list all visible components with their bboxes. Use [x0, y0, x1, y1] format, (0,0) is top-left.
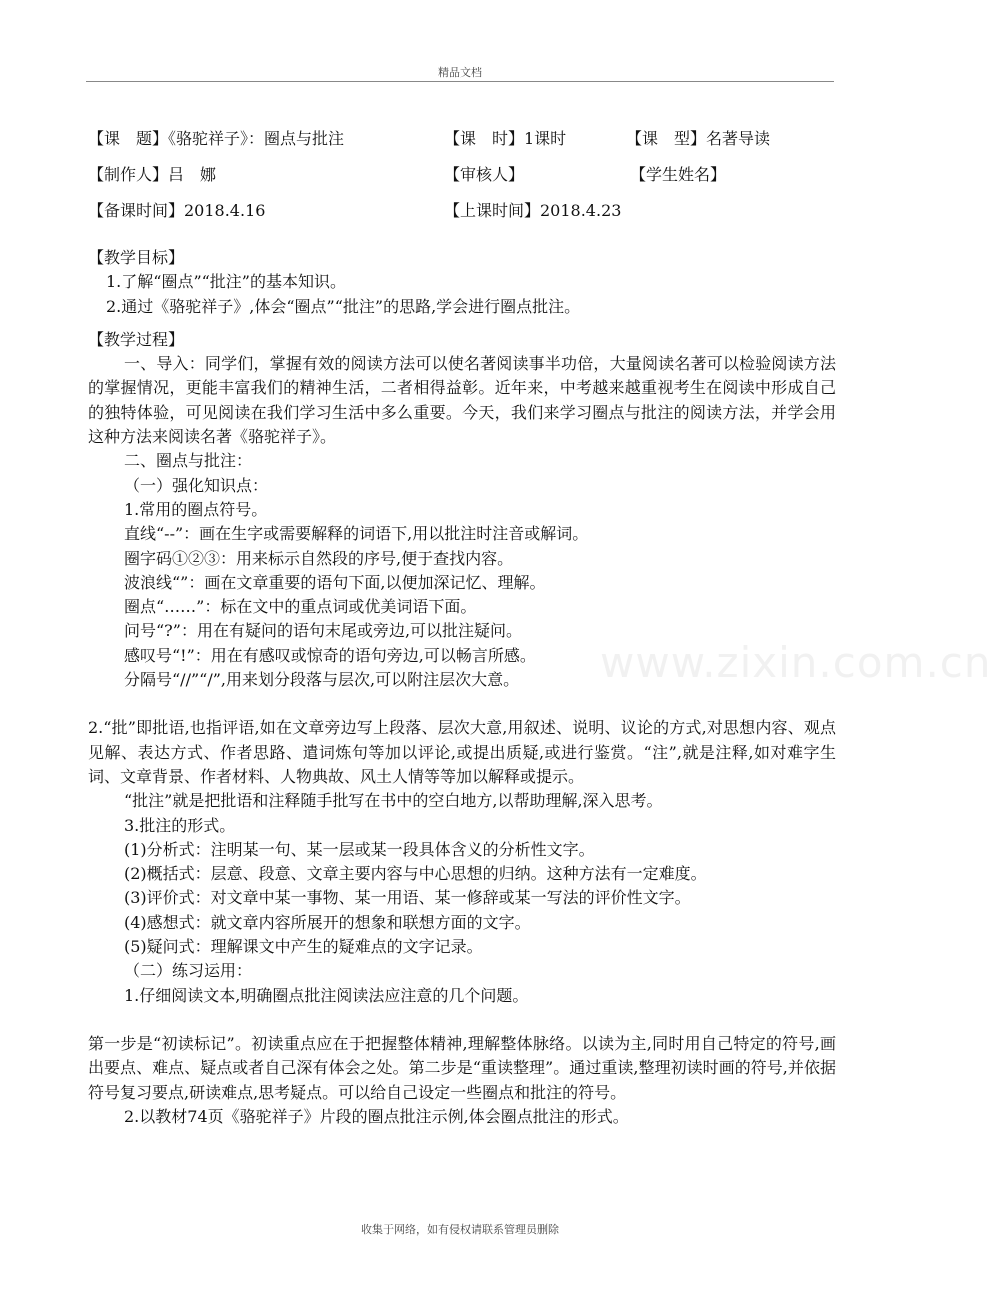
sub-heading: （二）练习运用：	[124, 961, 253, 981]
form-item: (5)疑问式：理解课文中产生的疑难点的文字记录。	[124, 937, 483, 957]
pi-explanation: 2.“批”即批语,也指评语,如在文章旁边写上段落、层次大意,用叙述、说明、议论的方式,对思想内容、观点见解、表达方式、作者思路、遣词炼句等加以评论,或提出质疑,或进行鉴赏。“注”,就是注释,如对难字生词、文章背景、作者材料、人物典故、风土人情等等加以解释或提示。	[88, 718, 836, 786]
lesson-reviewer: 【审核人】	[444, 165, 525, 184]
lesson-topic: 【课 题】《骆驼祥子》：圈点与批注	[88, 129, 345, 148]
practice-item: 1.仔细阅读文本,明确圈点批注阅读法应注意的几个问题。	[124, 985, 529, 1005]
reading-steps: 第一步是“初读标记”。初读重点应在于把握整体精神,理解整体脉络。以读为主,同时用自己特定的符号,画出要点、难点、疑点或者自己深有体会之处。第二步是“重读整理”。通过重读,整理初读时画的符号,并依据符号复习要点,研读难点,思考疑点。可以给自己设定一些圈点和批注的符号。	[88, 1033, 836, 1102]
intro-paragraph: 一、导入：同学们，掌握有效的阅读方法可以使名著阅读事半功倍，大量阅读名著可以检验阅读方法的掌握情况，更能丰富我们的精神生活，二者相得益彰。近年来，中考越来越重视考生在阅读中形成自己的独特体验，可见阅读在我们学习生活中多么重要。今天，我们来学习圈点与批注的阅读方法，并学会用这种方法来阅读名著《骆驼祥子》。	[88, 354, 836, 447]
info-row-topic	[88, 126, 848, 152]
page-header-note: 精品文档	[438, 66, 482, 79]
lesson-body	[88, 246, 836, 1129]
student-name-label: 【学生姓名】	[630, 165, 727, 184]
section-heading: 二、圈点与批注：	[124, 451, 253, 471]
goal-item: 1.了解“圈点”“批注”的基本知识。	[106, 272, 346, 292]
pizhu-definition: “批注”就是把批语和注释随手批写在书中的空白地方,以帮助理解,深入思考。	[124, 791, 663, 811]
practice-item: 2.以教材74页《骆驼祥子》片段的圈点批注示例,体会圈点批注的形式。	[124, 1106, 629, 1126]
page-footer-note: 收集于网络，如有侵权请联系管理员删除	[361, 1223, 559, 1236]
header-divider	[86, 81, 834, 82]
form-item: (2)概括式：层意、段意、文章主要内容与中心思想的归纳。这种方法有一定难度。	[124, 864, 707, 884]
sub-heading: （一）强化知识点：	[124, 475, 269, 495]
mark-item: 分隔号“//”“/”,用来划分段落与层次,可以附注层次大意。	[124, 670, 520, 690]
mark-item: 波浪线“”：画在文章重要的语句下面,以便加深记忆、理解。	[124, 572, 546, 592]
marks-title: 1.常用的圈点符号。	[124, 499, 268, 519]
goals-title: 【教学目标】	[88, 248, 185, 267]
lesson-author: 【制作人】吕 娜	[88, 165, 217, 184]
watermark: www.zixin.com.cn	[600, 638, 992, 687]
goal-item: 2.通过《骆驼祥子》,体会“圈点”“批注”的思路,学会进行圈点批注。	[106, 296, 581, 316]
mark-item: 圈字码①②③：用来标示自然段的序号,便于查找内容。	[124, 548, 514, 568]
mark-item: 感叹号“!”：用在有感叹或惊奇的语句旁边,可以畅言所感。	[124, 645, 536, 665]
form-item: (1)分析式：注明某一句、某一层或某一段具体含义的分析性文字。	[124, 839, 595, 859]
forms-title: 3.批注的形式。	[124, 815, 236, 835]
form-item: (3)评价式：对文章中某一事物、某一用语、某一修辞或某一写法的评价性文字。	[124, 888, 691, 908]
info-row-people	[88, 162, 848, 188]
mark-item: 圈点“……”：标在文中的重点词或优美词语下面。	[124, 597, 477, 617]
lesson-type: 【课 型】名著导读	[626, 129, 771, 148]
lesson-hours: 【课 时】1课时	[444, 129, 567, 148]
process-title: 【教学过程】	[88, 329, 185, 349]
class-time: 【上课时间】2018.4.23	[444, 201, 622, 220]
info-row-time	[88, 198, 848, 224]
form-item: (4)感想式：就文章内容所展开的想象和联想方面的文字。	[124, 912, 531, 932]
prep-time: 【备课时间】2018.4.16	[88, 201, 266, 220]
mark-item: 直线“--”：画在生字或需要解释的词语下,用以批注时注音或解词。	[124, 524, 589, 544]
mark-item: 问号“?”：用在有疑问的语句末尾或旁边,可以批注疑问。	[124, 621, 523, 641]
